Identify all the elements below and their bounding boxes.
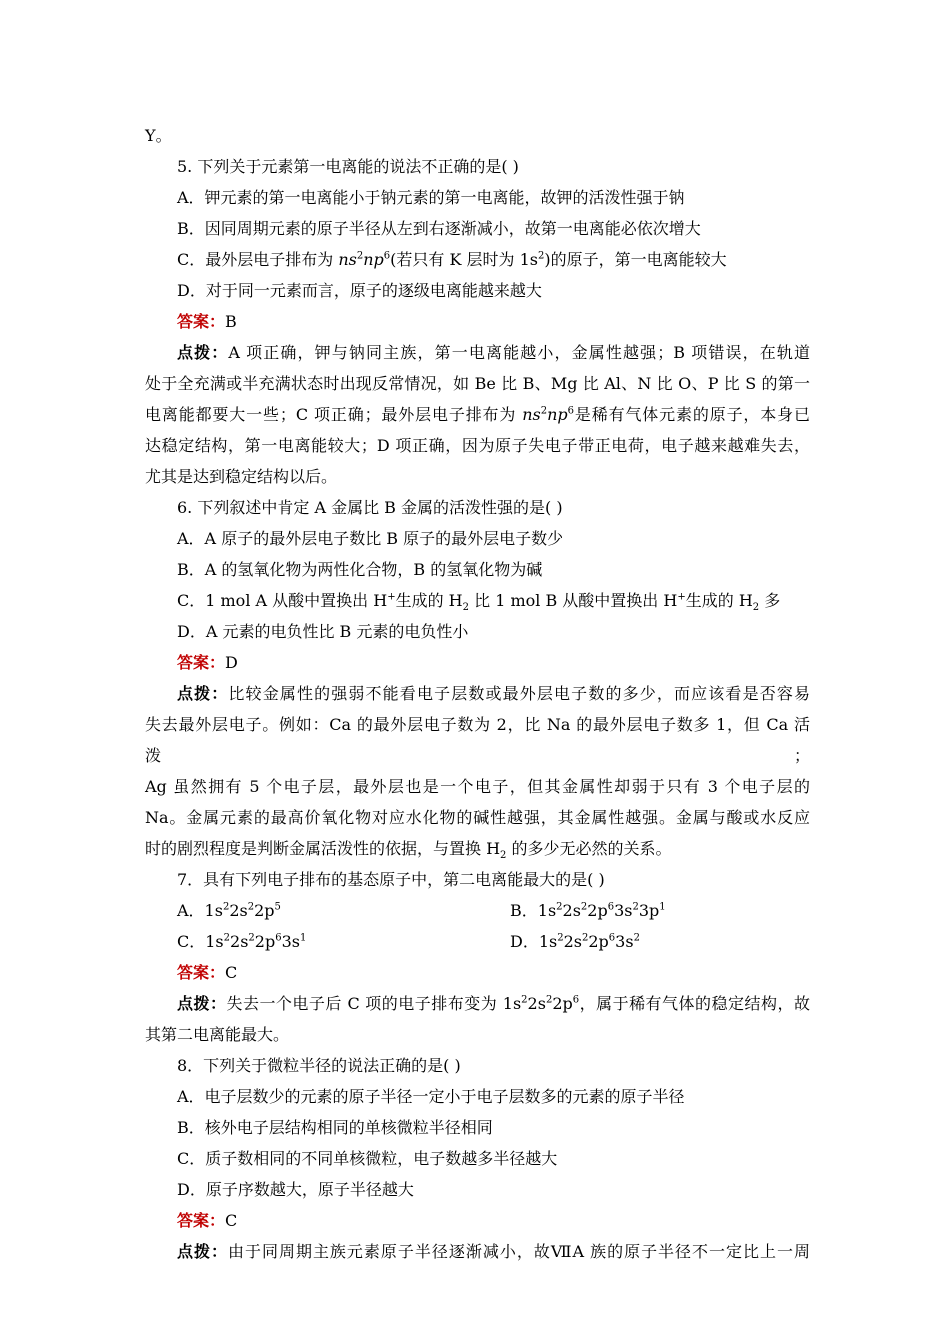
- tip-7-line1: 点拨：失去一个电子后 C 项的电子排布变为 $1s^22s^22p^6$，属于稀有气体的稳定结构，故: [177, 994, 810, 1013]
- tip-5-line4: 达稳定结构，第一电离能较大；D 项正确，因为原子失电子带正电荷，电子越来越难失去，: [145, 436, 810, 455]
- answer-8: 答案：C: [177, 1211, 238, 1230]
- option-8b: B．核外电子层结构相同的单核微粒半径相同: [177, 1118, 493, 1137]
- tip-6-line1: 点拨：比较金属性的强弱不能看电子层数或最外层电子数的多少，而应该看是否容易: [177, 684, 810, 703]
- answer-6: 答案：D: [177, 653, 238, 672]
- option-6a: A．A 原子的最外层电子数比 B 原子的最外层电子数少: [177, 529, 564, 548]
- tip-5-line2: 处于全充满或半充满状态时出现反常情况，如 Be 比 B、Mg 比 Al、N 比 O、P 比 S 的第一: [145, 374, 810, 393]
- question-5: 5. 下列关于元素第一电离能的说法不正确的是( ): [177, 157, 519, 176]
- options-7-row2: [145, 926, 810, 957]
- text-line: Y。: [145, 126, 172, 145]
- answer-7: 答案：C: [177, 963, 238, 982]
- question-7: 7．具有下列电子排布的基态原子中，第二电离能最大的是( ): [177, 870, 605, 889]
- option-5d: D．对于同一元素而言，原子的逐级电离能越来越大: [177, 281, 542, 300]
- tip-6-line4: Na。金属元素的最高价氧化物对应水化物的碱性越强，其金属性越强。金属与酸或水反应: [145, 808, 810, 827]
- question-8: 8．下列关于微粒半径的说法正确的是( ): [177, 1056, 461, 1075]
- answer-5: 答案：B: [177, 312, 237, 331]
- option-7c: C．$1s^22s^22p^63s^1$: [177, 932, 307, 951]
- document-page: [145, 120, 810, 1267]
- tip-5-line1: 点拨：A 项正确，钾与钠同主族，第一电离能越小，金属性越强；B 项错误，在轨道: [177, 343, 810, 362]
- option-5c: C．最外层电子排布为 $ns^2np^6$(若只有 K 层时为 $1s^2$)的原子，第一电离能较大: [177, 250, 727, 269]
- option-6b: B．A 的氢氧化物为两性化合物，B 的氢氧化物为碱: [177, 560, 543, 579]
- options-7-row1: [145, 895, 810, 926]
- option-7d: D．$1s^22s^22p^63s^2$: [510, 932, 640, 951]
- option-8d: D．原子序数越大，原子半径越大: [177, 1180, 414, 1199]
- tip-6-line2: 失去最外层电子。例如：Ca 的最外层电子数为 2，比 Na 的最外层电子数多 1，但 Ca 活泼；: [145, 715, 810, 765]
- tip-6-line3: Ag 虽然拥有 5 个电子层，最外层也是一个电子，但其金属性却弱于只有 3 个电子层的: [145, 777, 810, 796]
- option-7a: A．$1s^22s^22p^5$: [177, 901, 281, 920]
- option-6c: C．1 mol A 从酸中置换出 H+生成的 $H_2$ 比 1 mol B 从酸中置换出 H+生成的 $H_2$ 多: [177, 591, 781, 614]
- option-5a: A．钾元素的第一电离能小于钠元素的第一电离能，故钾的活泼性强于钠: [177, 188, 685, 207]
- tip-8-line1: 点拨：由于同周期主族元素原子半径逐渐减小，故ⅦA 族的原子半径不一定比上一周: [177, 1242, 810, 1261]
- option-8a: A．电子层数少的元素的原子半径一定小于电子层数多的元素的原子半径: [177, 1087, 685, 1106]
- option-6d: D．A 元素的电负性比 B 元素的电负性小: [177, 622, 469, 641]
- option-5b: B．因同周期元素的原子半径从左到右逐渐减小，故第一电离能必依次增大: [177, 219, 701, 238]
- tip-5-line3: 电离能都要大一些；C 项正确；最外层电子排布为 $ns^2np^6$是稀有气体元素的原子，本身已: [145, 405, 810, 424]
- tip-7-line2: 其第二电离能最大。: [145, 1025, 290, 1044]
- question-6: 6. 下列叙述中肯定 A 金属比 B 金属的活泼性强的是( ): [177, 498, 563, 517]
- option-8c: C．质子数相同的不同单核微粒，电子数越多半径越大: [177, 1149, 558, 1168]
- tip-5-line5: 尤其是达到稳定结构以后。: [145, 467, 338, 486]
- option-7b: B．$1s^22s^22p^63s^23p^1$: [510, 901, 666, 920]
- tip-6-line5: 时的剧烈程度是判断金属活泼性的依据，与置换 $H_2$ 的多少无必然的关系。: [145, 839, 672, 862]
